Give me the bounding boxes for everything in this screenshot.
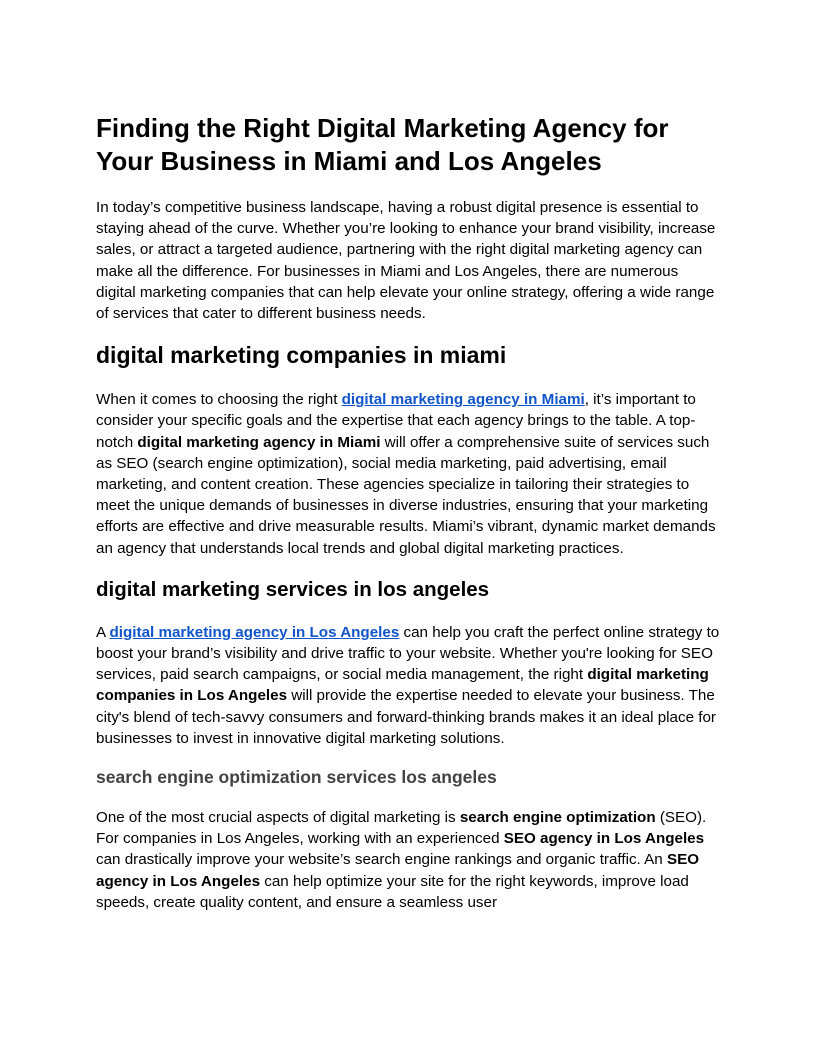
miami-text-end: will offer a comprehensive suite of services such as SEO (search engine optimization), social media marketing, paid advertising, email marketing, and content creation. These agencies specialize in tailoring their strategies to meet the unique demands of businesses in diverse industries, ensuring that your marketing efforts are effective and drive measurable results. Miami’s vibrant, dynamic market demands an agency that understands local trends and global digital marketing practices. (96, 433, 716, 557)
seo-bold-1: search engine optimization (459, 809, 656, 827)
miami-paragraph (96, 389, 722, 559)
miami-agency-link[interactable]: digital marketing agency in Miami (341, 391, 585, 409)
miami-bold-phrase: digital marketing agency in Miami (137, 433, 381, 451)
la-paragraph (96, 622, 722, 749)
intro-text: In today’s competitive business landscape, having a robust digital presence is essential to staying ahead of the curve. Whether you’re looking to enhance your brand visibility, increase sales, or attract a targeted audience, partnering with the right digital marketing agency can make all the difference. For businesses in Miami and Los Angeles, there are numerous digital marketing companies that can help elevate your online strategy, offering a wide range of services that cater to different business needs. (96, 199, 716, 323)
miami-text-mid: , it’s important to consider your specific goals and the expertise that each agency brings to the table. A top-notch (96, 391, 696, 451)
seo-bold-3: SEO agency in Los Angeles (96, 851, 700, 890)
heading-los-angeles: digital marketing services in los angeles (96, 577, 490, 601)
la-text-mid: can help you craft the perfect online strategy to boost your brand’s visibility and drive traffic to your website. Whether you're looking for SEO services, paid search campaigns, or social media management, the right (96, 623, 720, 684)
seo-bold-2: SEO agency in Los Angeles (503, 830, 705, 848)
document-title: Finding the Right Digital Marketing Agency for Your Business in Miami and Los Angeles (96, 113, 669, 176)
seo-text-2: (SEO). For companies in Los Angeles, working with an experienced (96, 809, 707, 848)
la-text-end: will provide the expertise needed to elevate your business. The city's blend of tech-savvy consumers and forward-thinking brands makes it an ideal place for businesses to invest in innovative digital marketing solutions. (96, 687, 716, 747)
miami-text-start: When it comes to choosing the right (96, 391, 342, 409)
document-page (96, 112, 722, 913)
seo-text-3: can drastically improve your website’s search engine rankings and organic traffic. An (96, 851, 667, 869)
seo-text-1: One of the most crucial aspects of digital marketing is (96, 809, 460, 827)
la-agency-link[interactable]: digital marketing agency in Los Angeles (109, 623, 400, 641)
intro-paragraph (96, 197, 722, 324)
seo-paragraph (96, 807, 722, 913)
seo-text-4: can help optimize your site for the right keywords, improve load speeds, create quality content, and ensure a seamless user (96, 872, 689, 911)
heading-seo: search engine optimization services los angeles (96, 767, 497, 788)
la-text-start: A (96, 623, 110, 641)
heading-miami: digital marketing companies in miami (96, 342, 507, 369)
la-bold-phrase: digital marketing companies in Los Angeles (96, 666, 709, 705)
